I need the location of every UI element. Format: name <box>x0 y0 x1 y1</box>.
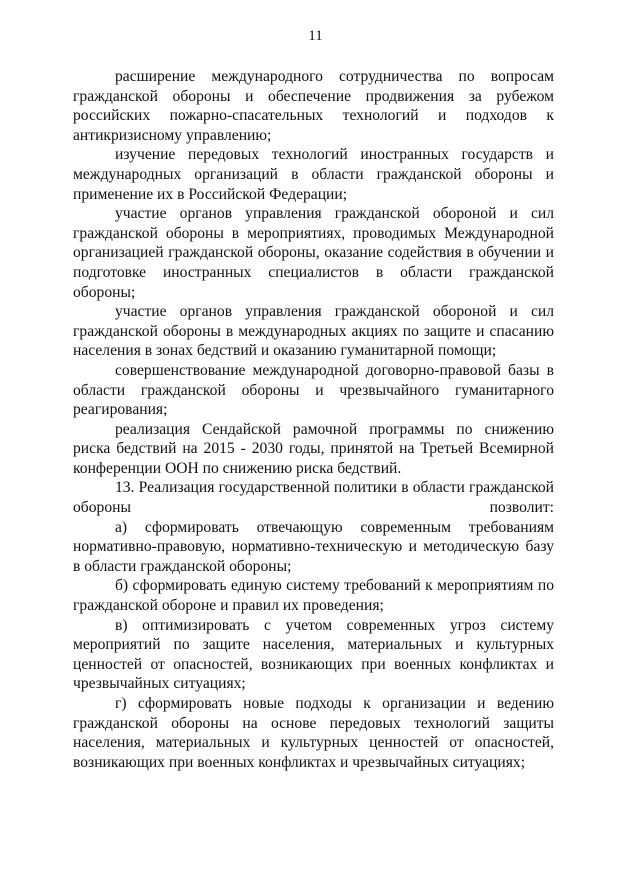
paragraph-item-v: в) оптимизировать с учетом современных угроз систему мероприятий по защите населения, материальных и культурных ценностей от опасностей, возникающих при военных конфликтах и чрезвычайных ситуациях; <box>73 616 554 693</box>
paragraph-legal-framework: совершенствование международной договорно-правовой базы в области гражданской обороны и чрезвычайного гуманитарного реагирования; <box>73 361 554 419</box>
page-number: 11 <box>308 28 323 44</box>
paragraph-sendai-framework: реализация Сендайской рамочной программы по снижению риска бедствий на 2015 - 2030 годы, принятой на Третьей Всемирной конференции ООН по снижению риска бедствий. <box>73 420 554 477</box>
paragraph-international-cooperation: расширение международного сотрудничества по вопросам гражданской обороны и обеспечение продвижения за рубежом российских пожарно-спасательных технологий и подходов к антикризисному управлению; <box>73 68 554 144</box>
paragraph-international-actions: участие органов управления гражданской обороной и сил гражданской обороны в международных акциях по защите и спасанию населения в зонах бедствий и оказанию гуманитарной помощи; <box>73 303 554 360</box>
paragraph-item-a: а) сформировать отвечающую современным требованиям нормативно-правовую, нормативно-техническую и методическую базу в области гражданской обороны; <box>73 518 554 575</box>
paragraph-item-13: 13. Реализация государственной политики в области гражданской обороны позволит: <box>73 479 554 517</box>
paragraph-icdo-participation: участие органов управления гражданской обороной и сил гражданской обороны в мероприятиях, проводимых Международной организацией гражданской обороны, оказание содействия в обучении и подготовке иностранных специалистов в области гражданской обороны; <box>73 205 554 301</box>
document-body <box>73 67 554 772</box>
paragraph-item-b: б) сформировать единую систему требований к мероприятиям по гражданской обороне и правил их проведения; <box>73 577 554 615</box>
paragraph-foreign-technologies: изучение передовых технологий иностранных государств и международных организаций в области гражданской обороны и применение их в Российской Федерации; <box>73 146 554 203</box>
paragraph-item-g: г) сформировать новые подходы к организации и ведению гражданской обороны на основе передовых технологий защиты населения, материальных и культурных ценностей от опасностей, возникающих при военных конфликтах и чрезвычайных ситуациях; <box>73 695 554 771</box>
